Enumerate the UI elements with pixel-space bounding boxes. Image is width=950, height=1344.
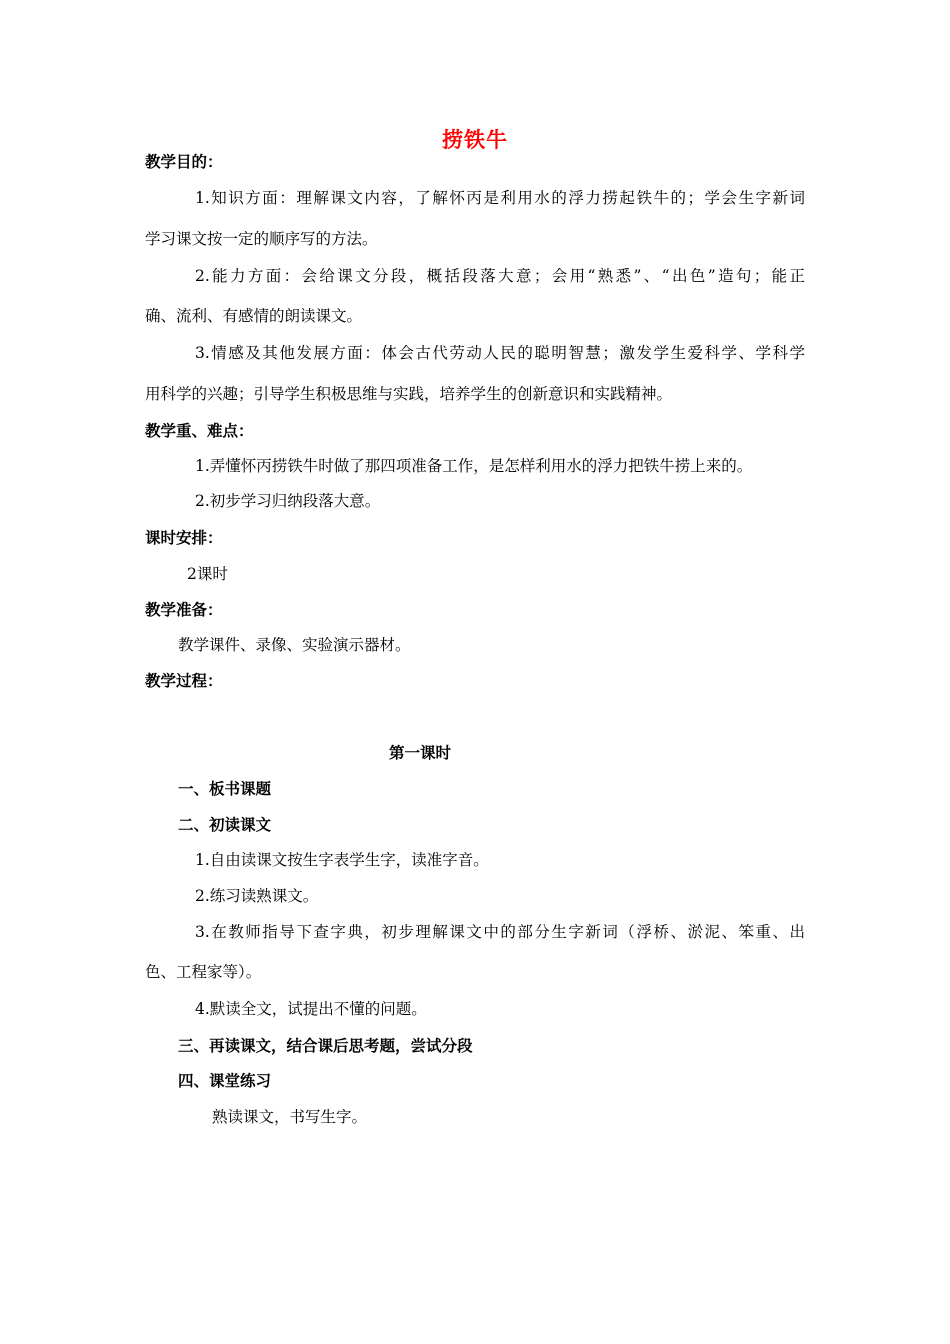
objective-3-line-2: 用科学的兴趣；引导学生积极思维与实践，培养学生的创新意识和实践精神。 xyxy=(145,385,673,403)
lesson-1-step-4-item: 熟读课文，书写生字。 xyxy=(212,1108,368,1126)
schedule-value: 2课时 xyxy=(187,565,228,583)
lesson-1-step-2-item-3-line-1: 3.在教师指导下查字典，初步理解课文中的部分生字新词（浮桥、淤泥、笨重、出 xyxy=(195,923,805,941)
objectives-heading: 教学目的： xyxy=(145,152,223,171)
lesson-1-step-2-item-1: 1.自由读课文按生字表学生字，读准字音。 xyxy=(195,851,489,869)
preparation-heading: 教学准备： xyxy=(145,600,223,619)
objective-2-line-1: 2.能力方面：会给课文分段，概括段落大意；会用“熟悉”、“出色”造句；能正 xyxy=(195,267,805,285)
objective-3-line-1: 3.情感及其他发展方面：体会古代劳动人民的聪明智慧；激发学生爱科学、学科学 xyxy=(195,344,805,362)
lesson-1-step-2-item-3-line-2: 色、工程家等）。 xyxy=(145,963,262,981)
objective-1-line-1: 1.知识方面：理解课文内容，了解怀丙是利用水的浮力捞起铁牛的；学会生字新词 xyxy=(195,189,805,207)
schedule-heading: 课时安排： xyxy=(145,528,223,547)
process-heading: 教学过程： xyxy=(145,671,223,690)
lesson-1-step-3: 三、再读课文，结合课后思考题，尝试分段 xyxy=(178,1036,473,1055)
lesson-1-step-4: 四、课堂练习 xyxy=(178,1071,272,1090)
key-points-heading: 教学重、难点： xyxy=(145,421,254,440)
lesson-1-step-2: 二、初读课文 xyxy=(178,815,272,834)
preparation-value: 教学课件、录像、实验演示器材。 xyxy=(178,636,411,654)
document-title: 捞铁牛 xyxy=(442,127,508,152)
lesson-1-heading: 第一课时 xyxy=(388,743,451,762)
lesson-1-step-2-item-2: 2.练习读熟课文。 xyxy=(195,887,319,905)
lesson-1-step-2-item-4: 4.默读全文，试提出不懂的问题。 xyxy=(195,1000,427,1018)
objective-1-line-2: 学习课文按一定的顺序写的方法。 xyxy=(145,230,378,248)
lesson-1-step-1: 一、板书课题 xyxy=(178,779,272,798)
objective-2-line-2: 确、流利、有感情的朗读课文。 xyxy=(145,307,363,325)
key-point-2: 2.初步学习归纳段落大意。 xyxy=(195,492,381,510)
key-point-1: 1.弄懂怀丙捞铁牛时做了那四项准备工作，是怎样利用水的浮力把铁牛捞上来的。 xyxy=(195,457,753,475)
